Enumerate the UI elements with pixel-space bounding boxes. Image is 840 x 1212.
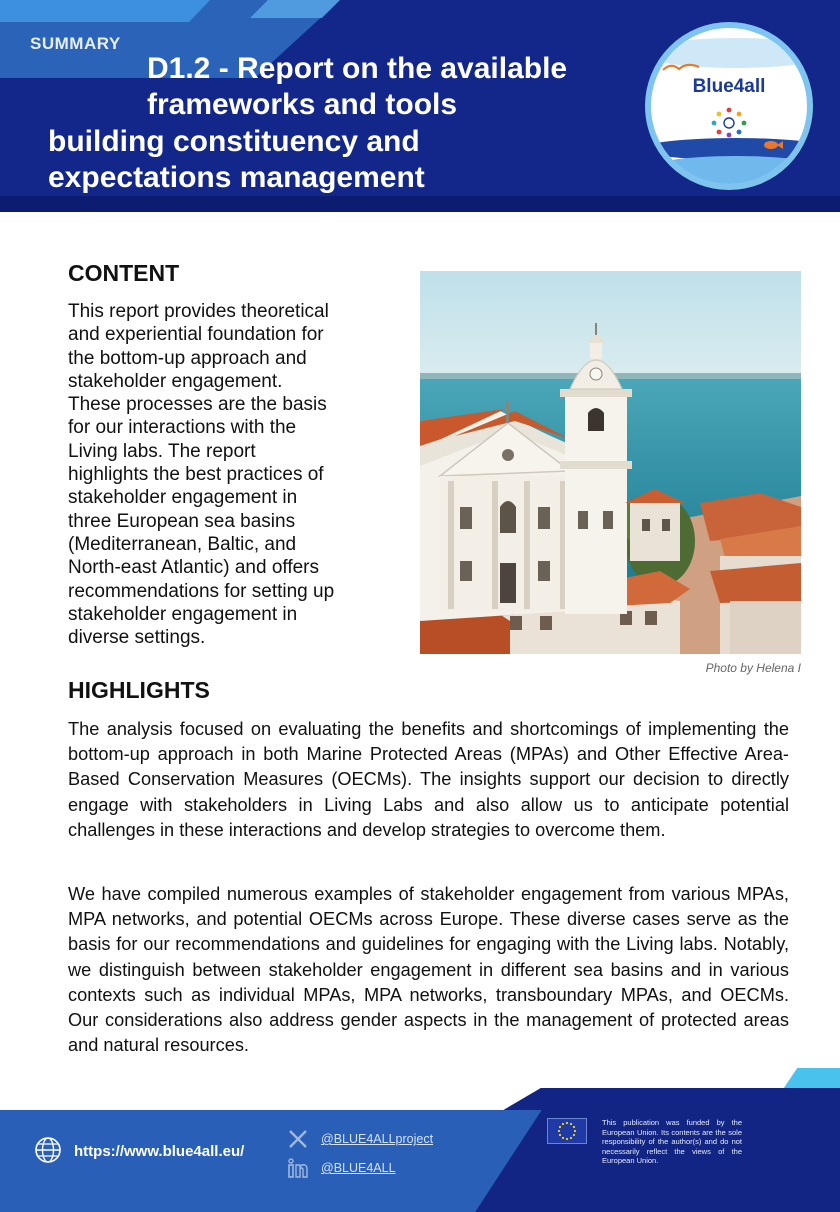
x-icon[interactable]	[287, 1128, 309, 1150]
content-line: North-east Atlantic) and offers	[68, 557, 319, 579]
header-accent-shape	[0, 0, 210, 22]
content-line: (Mediterranean, Baltic, and	[68, 533, 297, 555]
x-handle-link[interactable]: @BLUE4ALLproject	[321, 1132, 434, 1146]
eu-flag-icon	[547, 1118, 587, 1144]
content-line: stakeholder engagement in	[68, 487, 298, 509]
header-bottom-band	[0, 196, 840, 212]
photo-caption: Photo by Helena I	[705, 661, 801, 675]
content-text	[68, 300, 388, 649]
content-line: for our interactions with the	[68, 417, 297, 439]
fish-icon	[763, 140, 783, 150]
website-link[interactable]: https://www.blue4all.eu/	[74, 1143, 245, 1160]
content-line: This report provides theoretical	[68, 301, 329, 322]
content-line: the bottom-up approach and	[68, 347, 307, 369]
content-line: and experiential foundation for	[68, 324, 324, 346]
logo-wordmark: Blue4all	[692, 76, 766, 97]
content-line: Living labs. The report	[68, 440, 256, 462]
summary-label: SUMMARY	[30, 34, 121, 53]
highlights-heading: HIGHLIGHTS	[68, 677, 210, 703]
title-line: building constituency and	[48, 125, 420, 158]
footer-accent-shape	[500, 1088, 840, 1112]
content-line: These processes are the basis	[68, 394, 327, 416]
eu-funding-disclaimer: This publication was funded by the European Union. Its contents are the sole responsibility of the author(s) and do not necessarily reflect the views of the European Union.	[602, 1118, 742, 1165]
content-line: recommendations for setting up	[68, 580, 335, 602]
linkedin-handle-link[interactable]: @BLUE4ALL	[321, 1161, 396, 1175]
globe-icon	[34, 1136, 62, 1164]
bird-icon	[661, 60, 701, 74]
content-line: highlights the best practices of	[68, 464, 324, 486]
photo-illustration	[420, 271, 801, 654]
content-line: stakeholder engagement.	[68, 370, 283, 392]
title-line: D1.2 - Report on the available	[147, 52, 568, 85]
highlights-paragraph: We have compiled numerous examples of stakeholder engagement from various MPAs, MPA networks, and potential OECMs across Europe. These diverse cases serve as the basis for our recommendations and guidelines for engaging with the Living labs. Notably, we distinguish between stakeholder engagement in different sea basins and in various contexts such as individual MPAs, MPA networks, transboundary MPAs, and OECMs. Our considerations also address gender aspects in the management of protected areas and natural resources.	[68, 884, 789, 1056]
content-line: three European sea basins	[68, 510, 296, 532]
linkedin-icon[interactable]	[287, 1157, 309, 1179]
people-circle-icon	[707, 106, 751, 138]
highlights-paragraph: The analysis focused on evaluating the benefits and shortcomings of implementing the bottom-up approach in both Marine Protected Areas (MPAs) and Other Effective Area-Based Conservation Measures (OECMs). The insights support our decision to directly engage with stakeholders in Living Labs and also allow us to anticipate potential challenges in these interactions and develop strategies to overcome them.	[68, 719, 789, 840]
content-line: diverse settings.	[68, 627, 206, 649]
blue4all-logo	[645, 22, 813, 190]
lisbon-church-photo	[420, 271, 801, 654]
title-line: frameworks and tools	[147, 88, 458, 121]
content-heading: CONTENT	[68, 260, 180, 286]
content-line: stakeholder engagement in	[68, 603, 298, 625]
title-line: expectations management	[48, 161, 425, 194]
